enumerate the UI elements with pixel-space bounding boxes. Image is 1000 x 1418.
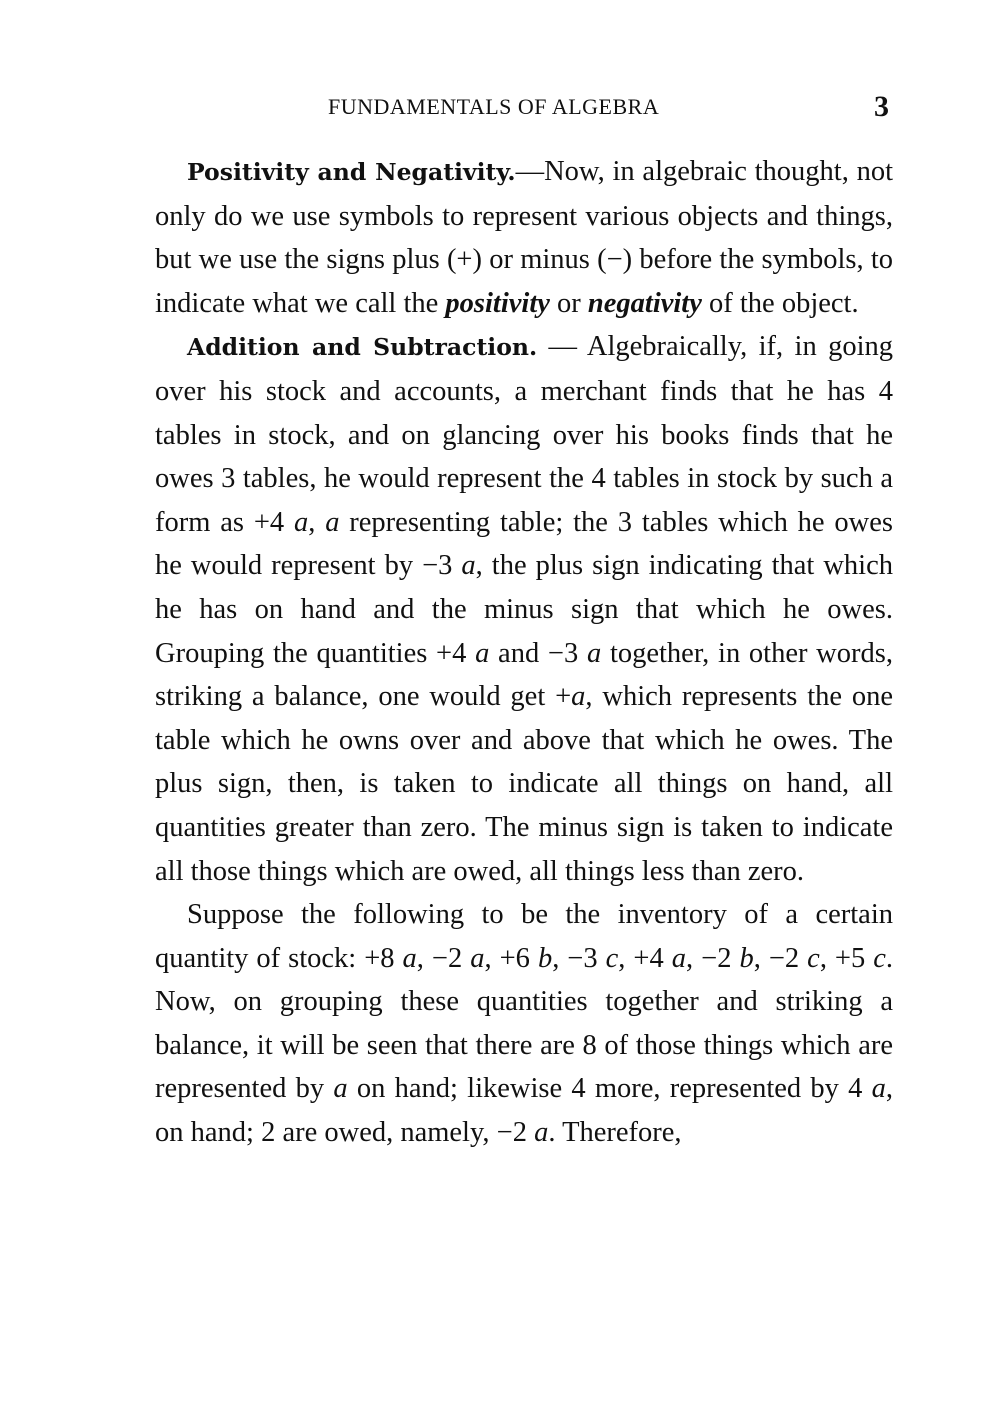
text-run: , −2 [686, 942, 740, 974]
text-run: , +6 [484, 942, 538, 974]
emphasis-term: negativity [587, 287, 702, 319]
running-title: FUNDAMENTALS OF ALGEBRA [328, 94, 660, 119]
text-run: representing table; the 3 tables which he owes he would represent by −3 [155, 506, 893, 582]
variable: c [807, 942, 820, 974]
variable: c [873, 942, 886, 974]
text-run: , [308, 506, 326, 538]
variable: a [534, 1117, 549, 1149]
text-run: , on hand; 2 are owed, namely, −2 [155, 1073, 893, 1149]
variable: a [293, 506, 309, 538]
variable: a [325, 506, 340, 538]
variable: c [605, 942, 619, 974]
variable: b [739, 942, 754, 974]
text-run: , +4 [618, 942, 672, 974]
text-run: . Therefore, [548, 1117, 682, 1149]
text-run: together, in other words, striking a balance, one would get + [155, 637, 893, 713]
text-run: , −2 [416, 942, 471, 974]
text-run: of the object. [701, 287, 859, 319]
text-run: , which represents the one table which he owns over and above that which he owes. The plus sign, then, is taken to indicate all things on hand, all quantities greater than zero. The minus sign is taken to indicate all those things which are owed, all things less than zero. [155, 681, 893, 887]
paragraph-positivity-negativity [155, 150, 893, 325]
variable: a [402, 942, 417, 974]
page-number: 3 [874, 90, 889, 123]
section-heading-addition: Addition and Subtraction. [187, 333, 538, 362]
text-run: —Now, in algebraic thought, not only do we use symbols to represent various objects and things, but we use the signs plus (+) or minus (−) before the symbols, to indicate what we call the [155, 156, 893, 319]
variable: a [475, 637, 490, 669]
paragraph-inventory-example [155, 893, 893, 1155]
text-run: — Algebraically, if, in going over his stock and accounts, a merchant finds that he has 4 tables in stock, and on glancing over his books finds that he owes 3 tables, he would represent the 4 tables in stock by such a form as +4 [155, 331, 893, 538]
text-run: on hand; likewise 4 more, represented by 4 [347, 1073, 872, 1105]
paragraph-addition-subtraction [155, 325, 893, 893]
text-run: , −3 [552, 942, 606, 974]
text-run: , +5 [819, 942, 874, 974]
emphasis-term: positivity [445, 287, 550, 319]
variable: a [470, 942, 485, 974]
variable: a [571, 681, 586, 713]
variable: a [871, 1073, 886, 1105]
text-run: and −3 [489, 637, 587, 669]
body-text [155, 150, 893, 1155]
text-run: . Now, on grouping these quantities together and striking a balance, it will be seen that there are 8 of those things which are represented by [155, 942, 894, 1105]
text-run: Suppose the following to be the inventory of a certain quantity of stock: +8 [155, 899, 893, 974]
section-heading-positivity: Positivity and Negativity. [187, 158, 516, 186]
variable: a [461, 550, 476, 582]
variable: a [333, 1073, 348, 1105]
text-run: , −2 [753, 942, 808, 974]
text-run: , the plus sign indicating that which he has on hand and the minus sign that which he owes. Grouping the quantities +4 [155, 550, 893, 669]
variable: a [671, 942, 686, 974]
variable: a [586, 637, 602, 669]
text-run: or [549, 287, 588, 319]
running-head [155, 92, 895, 132]
variable: b [537, 942, 553, 974]
